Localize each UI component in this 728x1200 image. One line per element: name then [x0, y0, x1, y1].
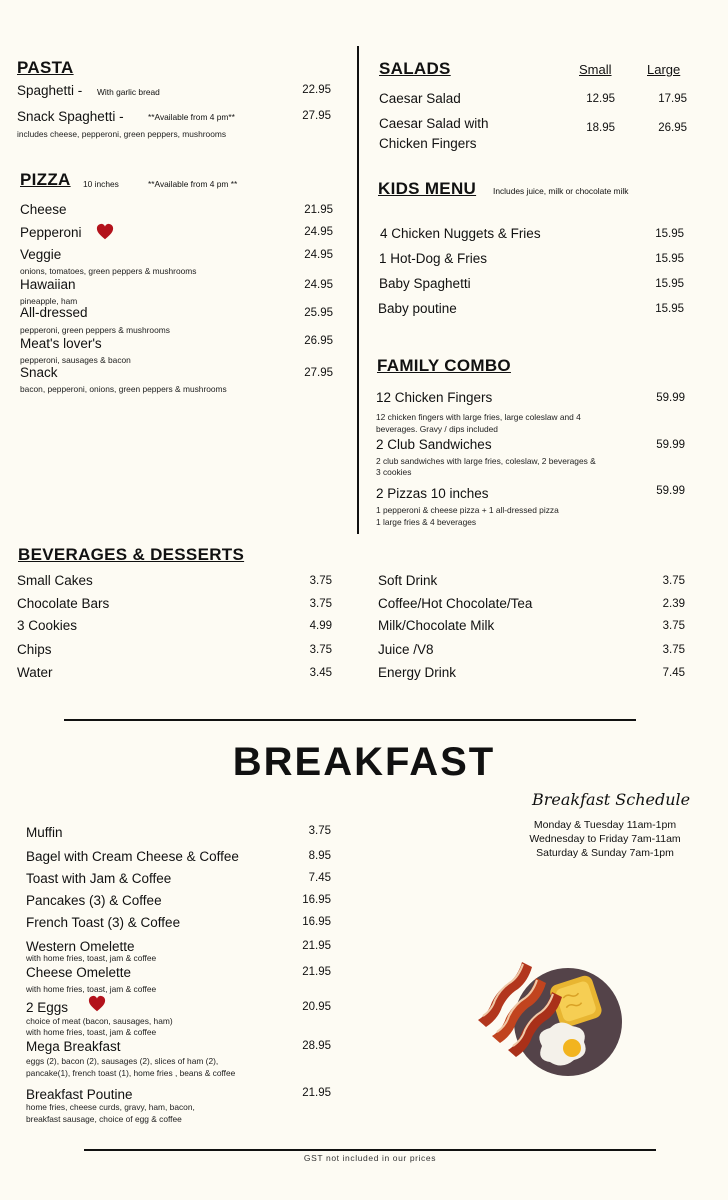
menu-item-name: Caesar Salad with: [379, 116, 489, 131]
menu-item-description: pineapple, ham: [20, 296, 78, 306]
menu-item-price: 21.95: [302, 940, 331, 952]
menu-item-price: 3.75: [662, 644, 685, 656]
column-divider: [357, 46, 359, 534]
menu-item-description: 12 chicken fingers with large fries, large coleslaw and 4: [376, 412, 581, 422]
menu-item-price: 2.39: [662, 598, 685, 610]
menu-item-name: 12 Chicken Fingers: [376, 390, 493, 405]
heart-icon: [88, 994, 106, 1014]
menu-item-description: 1 pepperoni & cheese pizza + 1 all-dressed pizza: [376, 505, 559, 515]
menu-item-name: Baby poutine: [378, 301, 457, 316]
salad-size-small-header: Small: [579, 62, 612, 77]
menu-item-description: choice of meat (bacon, sausages, ham): [26, 1016, 173, 1026]
menu-item-name: Hawaiian: [20, 277, 76, 292]
schedule-line: Wednesday to Friday 7am-11am: [529, 833, 681, 845]
salads-heading: SALADS: [379, 59, 451, 78]
menu-item-name: Milk/Chocolate Milk: [378, 618, 495, 633]
menu-item-price: 15.95: [655, 278, 684, 290]
kids-menu-heading: KIDS MENU: [378, 179, 477, 198]
menu-item-name: Water: [17, 665, 53, 680]
menu-item-price-large: 17.95: [658, 93, 687, 105]
menu-item-description: with home fries, toast, jam & coffee: [26, 984, 157, 994]
menu-item-price: 21.95: [302, 1087, 331, 1099]
menu-item-name: Bagel with Cream Cheese & Coffee: [26, 849, 239, 864]
menu-item-price: 24.95: [304, 279, 333, 291]
footer-note: GST not included in our prices: [303, 1153, 437, 1163]
menu-item-description: pepperoni, sausages & bacon: [20, 355, 131, 365]
menu-item-price: 25.95: [304, 307, 333, 319]
menu-item-name: Chocolate Bars: [17, 596, 110, 611]
menu-item-name-line2: Chicken Fingers: [379, 136, 477, 151]
menu-item-name: Snack: [20, 365, 58, 380]
menu-item-price-small: 12.95: [586, 93, 615, 105]
menu-item-price: 3.75: [662, 620, 685, 632]
menu-item-description: onions, tomatoes, green peppers & mushrooms: [20, 266, 197, 276]
schedule-line: Saturday & Sunday 7am-1pm: [536, 847, 674, 859]
menu-item-price: 28.95: [302, 1040, 331, 1052]
breakfast-schedule-title: Breakfast Schedule: [532, 790, 691, 809]
menu-item-name: Western Omelette: [26, 939, 135, 954]
pizza-heading: PIZZA: [20, 170, 71, 189]
menu-item-name: 3 Cookies: [17, 618, 78, 633]
menu-item-name: Juice /V8: [378, 642, 434, 657]
menu-item-name: Coffee/Hot Chocolate/Tea: [378, 596, 533, 611]
menu-item-price: 16.95: [302, 916, 331, 928]
menu-item-name: French Toast (3) & Coffee: [26, 915, 181, 930]
menu-item-name: All-dressed: [20, 305, 88, 320]
menu-item-name: Chips: [17, 642, 52, 657]
menu-item-name: 4 Chicken Nuggets & Fries: [380, 226, 541, 241]
menu-item-price: 24.95: [304, 249, 333, 261]
menu-item-price: 59.99: [656, 485, 685, 497]
menu-item-price: 3.75: [662, 575, 685, 587]
beverages-desserts-heading: BEVERAGES & DESSERTS: [18, 545, 245, 564]
menu-item-price: 8.95: [308, 850, 331, 862]
menu-item-price: 15.95: [655, 228, 684, 240]
menu-item-price-large: 26.95: [658, 122, 687, 134]
menu-item-price: 27.95: [302, 110, 331, 122]
menu-item-name: Muffin: [26, 825, 63, 840]
menu-item-note: **Available from 4 pm**: [148, 112, 235, 122]
menu-item-name: Cheese: [20, 202, 67, 217]
menu-item-name: Pancakes (3) & Coffee: [26, 893, 162, 908]
menu-item-note: With garlic bread: [97, 87, 160, 97]
menu-item-description: pepperoni, green peppers & mushrooms: [20, 325, 170, 335]
menu-item-price: 7.45: [662, 667, 685, 679]
salad-size-large-header: Large: [647, 62, 681, 77]
menu-item-price: 20.95: [302, 1001, 331, 1013]
family-combo-heading: FAMILY COMBO: [377, 356, 511, 375]
menu-item-name: Veggie: [20, 247, 62, 262]
menu-item-price: 59.99: [656, 439, 685, 451]
menu-item-description: with home fries, toast, jam & coffee: [26, 1027, 157, 1037]
menu-item-price: 15.95: [655, 253, 684, 265]
menu-item-price: 26.95: [304, 335, 333, 347]
menu-item-description: 3 cookies: [376, 467, 412, 477]
menu-item-name: Soft Drink: [378, 573, 438, 588]
menu-item-description: home fries, cheese curds, gravy, ham, bacon,: [26, 1102, 195, 1112]
menu-item-description: bacon, pepperoni, onions, green peppers & mushrooms: [20, 384, 227, 394]
menu-item-description: pancake(1), french toast (1), home fries , beans & coffee: [26, 1068, 236, 1078]
schedule-line: Monday & Tuesday 11am-1pm: [533, 819, 677, 831]
menu-item-price: 22.95: [302, 84, 331, 96]
menu-item-description: eggs (2), bacon (2), sausages (2), slices of ham (2),: [26, 1056, 219, 1066]
section-divider: [64, 719, 636, 721]
menu-item-name: Cheese Omelette: [26, 965, 132, 980]
heart-icon: [96, 222, 114, 242]
menu-item-name: 2 Club Sandwiches: [376, 437, 492, 452]
menu-item-price: 27.95: [304, 367, 333, 379]
menu-item-name: 1 Hot-Dog & Fries: [379, 251, 488, 266]
menu-item-price-small: 18.95: [586, 122, 615, 134]
menu-item-name: Energy Drink: [378, 665, 457, 680]
pizza-size-note: 10 inches: [83, 179, 119, 189]
menu-item-price: 21.95: [304, 204, 333, 216]
menu-item-price: 15.95: [655, 303, 684, 315]
pizza-availability-note: **Available from 4 pm **: [148, 179, 238, 189]
kids-menu-note: Includes juice, milk or chocolate milk: [493, 186, 629, 196]
breakfast-title: BREAKFAST: [232, 740, 496, 784]
menu-item-price: 21.95: [302, 966, 331, 978]
footer-divider: [84, 1149, 656, 1151]
menu-item-description: with home fries, toast, jam & coffee: [26, 953, 157, 963]
menu-item-name: Spaghetti -: [17, 83, 83, 98]
menu-item-name: Baby Spaghetti: [379, 276, 471, 291]
menu-item-name: Snack Spaghetti -: [17, 109, 124, 124]
menu-item-description: beverages. Gravy / dips included: [376, 424, 498, 434]
menu-item-price: 3.75: [308, 825, 331, 837]
menu-item-description: 2 club sandwiches with large fries, coleslaw, 2 beverages &: [376, 456, 596, 466]
menu-item-name: 2 Eggs: [26, 1000, 69, 1015]
menu-item-name: Breakfast Poutine: [26, 1087, 133, 1102]
menu-item-price: 16.95: [302, 894, 331, 906]
pasta-heading: PASTA: [17, 58, 74, 77]
menu-item-name: Small Cakes: [17, 573, 93, 588]
menu-item-name: Caesar Salad: [379, 91, 461, 106]
menu-item-price: 3.45: [309, 667, 332, 679]
menu-item-name: Meat's lover's: [20, 336, 102, 351]
menu-item-price: 3.75: [309, 644, 332, 656]
menu-item-description: includes cheese, pepperoni, green peppers, mushrooms: [17, 129, 227, 139]
menu-item-name: Mega Breakfast: [26, 1039, 121, 1054]
menu-item-description: breakfast sausage, choice of egg & coffee: [26, 1114, 182, 1124]
breakfast-plate-illustration: [470, 950, 630, 1090]
menu-item-price: 4.99: [309, 620, 332, 632]
menu-item-price: 3.75: [309, 598, 332, 610]
menu-item-name: Pepperoni: [20, 225, 82, 240]
menu-item-name: Toast with Jam & Coffee: [26, 871, 172, 886]
menu-item-price: 24.95: [304, 226, 333, 238]
menu-item-name: 2 Pizzas 10 inches: [376, 486, 489, 501]
menu-item-price: 59.99: [656, 392, 685, 404]
menu-item-description: 1 large fries & 4 beverages: [376, 517, 477, 527]
menu-item-price: 7.45: [308, 872, 331, 884]
menu-item-price: 3.75: [309, 575, 332, 587]
